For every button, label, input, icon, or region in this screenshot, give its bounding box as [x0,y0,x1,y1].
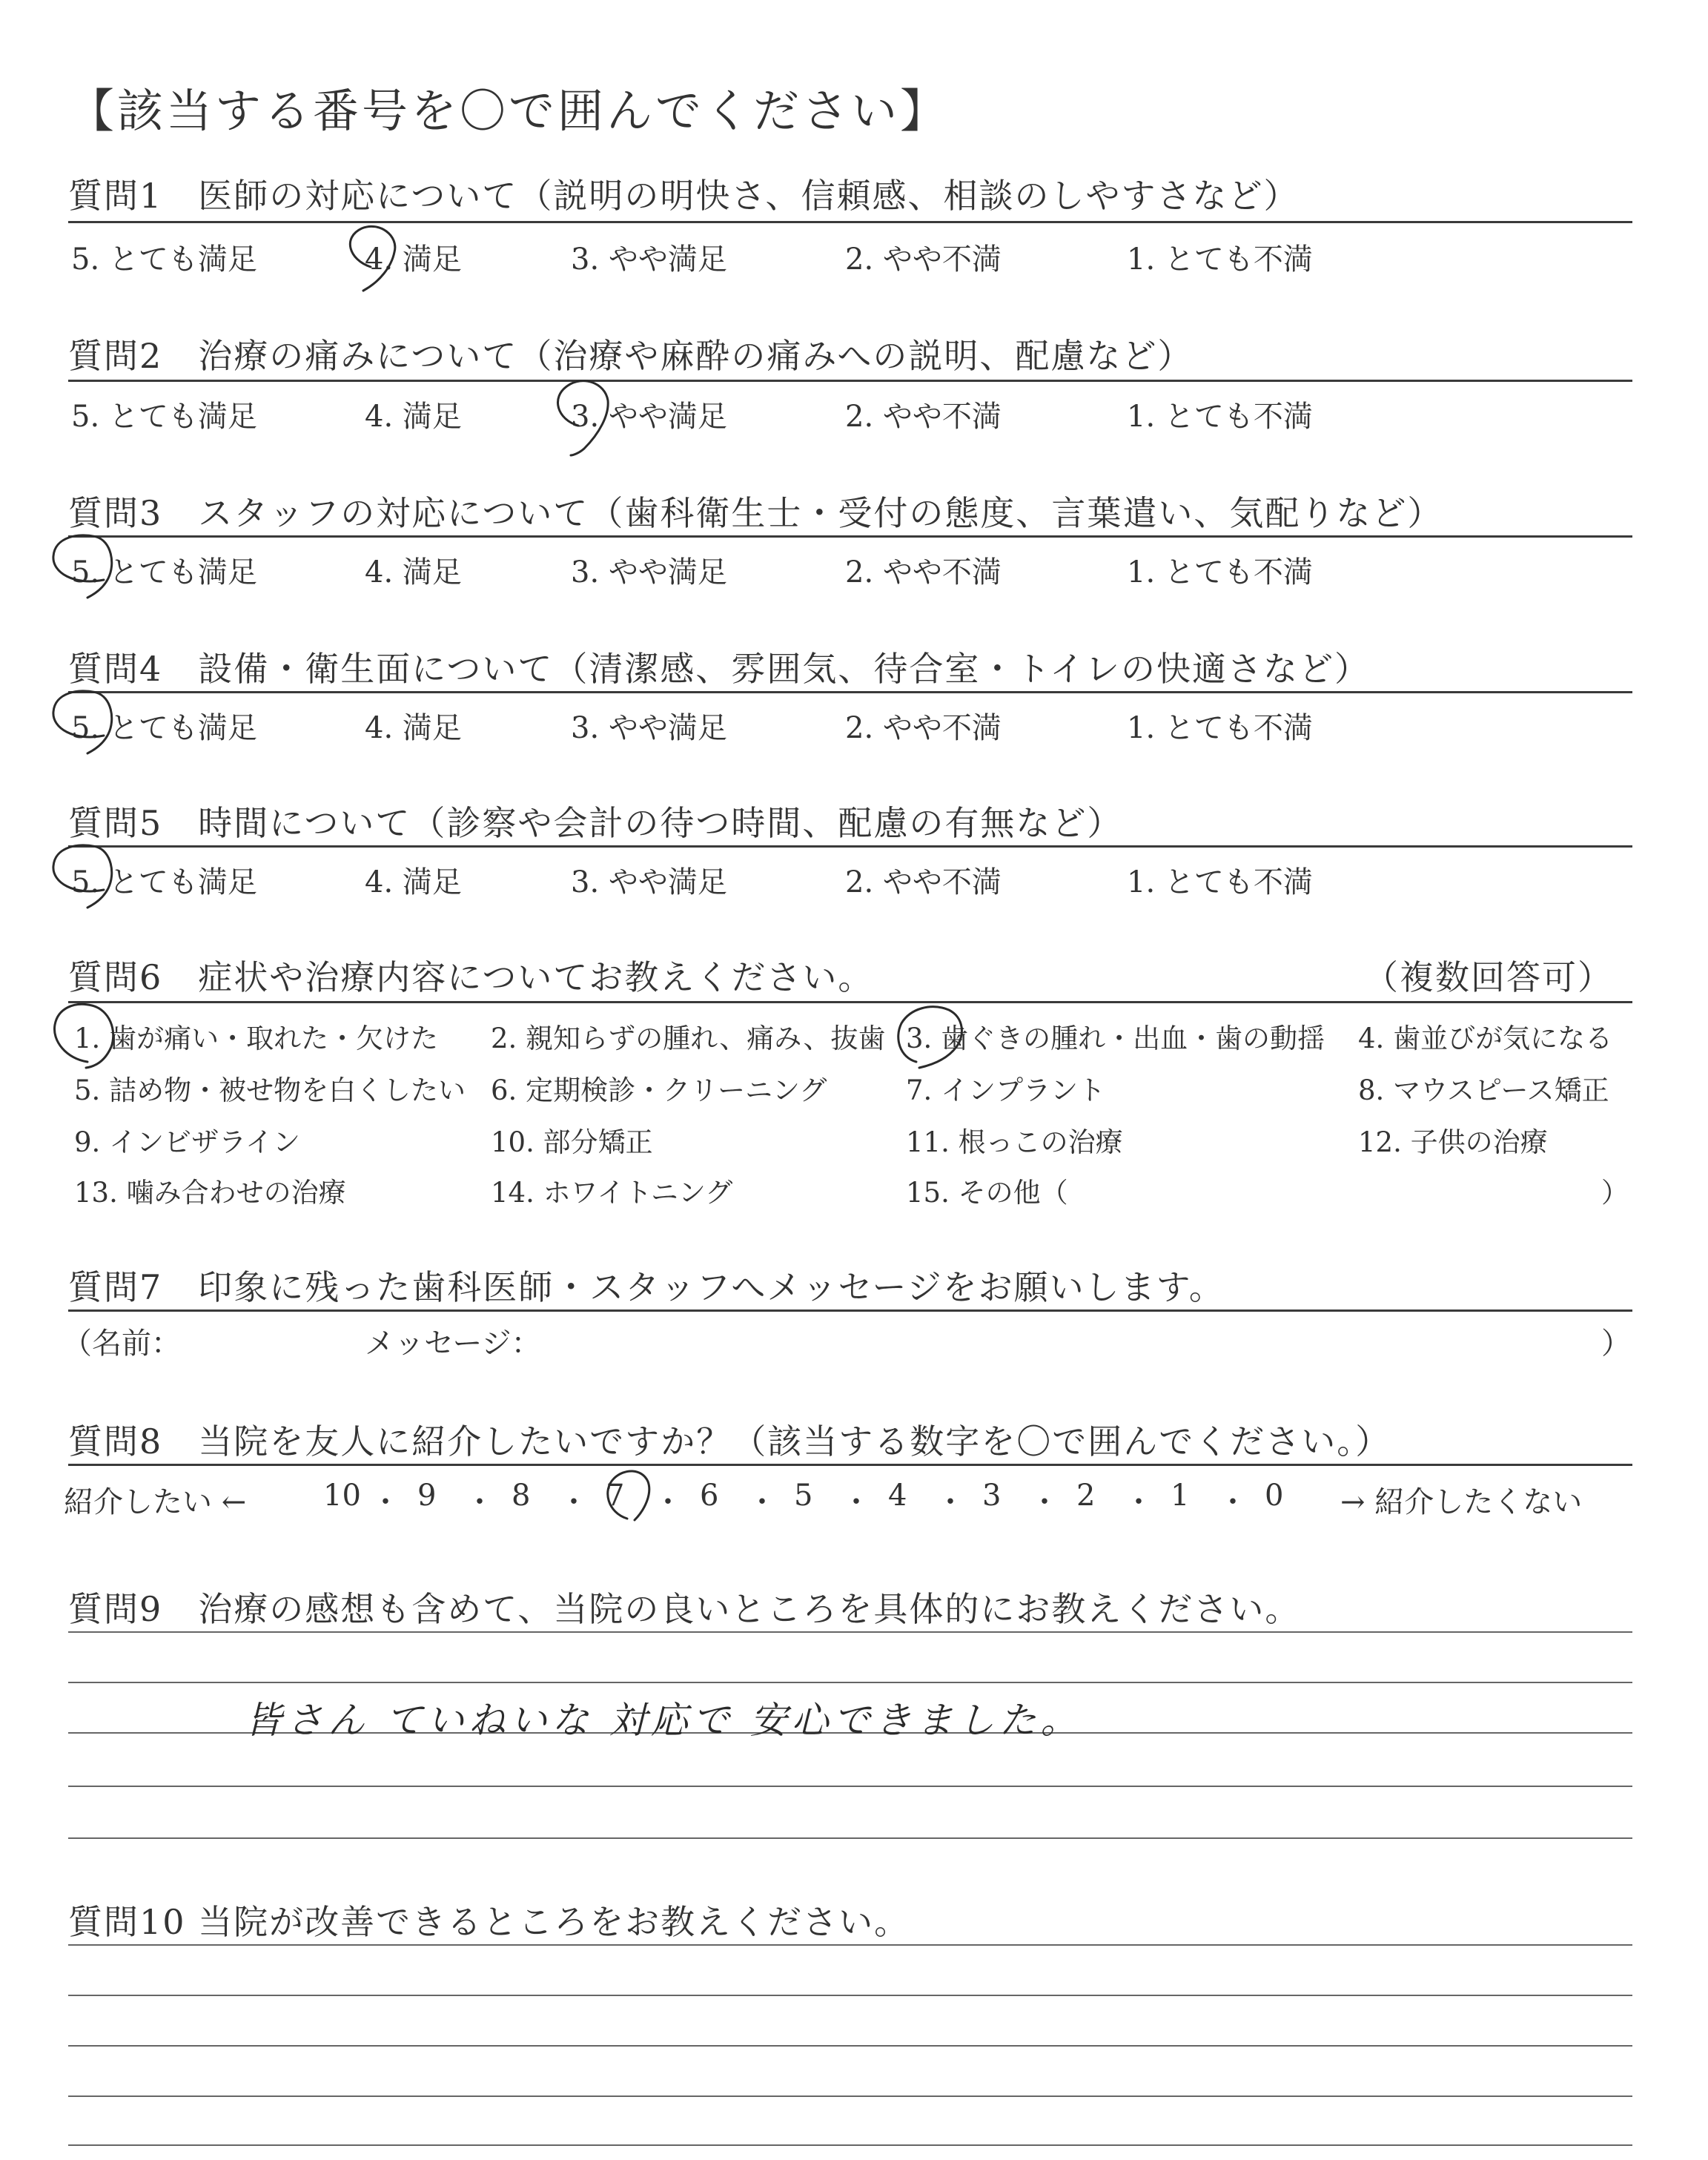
q3-option-1[interactable]: 1. とても不満 [1127,555,1313,589]
q8-scale-2[interactable]: 2 [1076,1479,1096,1513]
q6-option-11[interactable]: 11. 根っこの治療 [906,1126,1123,1158]
q8-scale-4[interactable]: 4 [888,1479,907,1513]
q3-option-4[interactable]: 4. 満足 [365,555,462,589]
q1-option-2[interactable]: 2. やや不満 [845,242,1002,277]
q8-scale-separator: ・ [465,1485,494,1519]
q2-option-2[interactable]: 2. やや不満 [845,400,1002,434]
q8-scale-9[interactable]: 9 [417,1479,437,1513]
q6-other-close: ） [1601,1177,1629,1209]
q8-left-label: 紹介したい ← [64,1485,247,1519]
q6-option-9[interactable]: 9. インビザライン [74,1126,300,1158]
q9-handwritten-answer: 皆さん ていねいな 対応で 安心できました。 [245,1699,1082,1742]
question-5-title: 質問5 時間について（診察や会計の待つ時間、配慮の有無など） [68,803,1123,843]
q8-scale-separator: ・ [371,1485,400,1519]
q2-option-4[interactable]: 4. 満足 [365,400,462,434]
q4-option-5[interactable]: 5. とても満足 [71,711,257,745]
question-10-title: 質問10 当院が改善できるところをお教えください。 [68,1902,910,1942]
q8-scale-10[interactable]: 10 [323,1479,361,1513]
question-6-note: （複数回答可） [1364,957,1613,997]
q8-scale-0[interactable]: 0 [1265,1479,1284,1513]
q8-scale-5[interactable]: 5 [794,1479,813,1513]
q8-scale-separator: ・ [653,1485,683,1519]
q7-name-label: （名前： [62,1327,181,1361]
q2-option-5[interactable]: 5. とても満足 [71,400,257,434]
page-header: 【該当する番号を〇で囲んでください】 [68,84,950,138]
q5-option-5[interactable]: 5. とても満足 [71,865,257,899]
q4-option-1[interactable]: 1. とても不満 [1127,711,1313,745]
q1-option-1[interactable]: 1. とても不満 [1127,242,1313,277]
q3-option-3[interactable]: 3. やや満足 [571,555,727,589]
q6-option-15[interactable]: 15. その他（ [906,1177,1068,1209]
q5-option-4[interactable]: 4. 満足 [365,865,462,899]
q6-option-3[interactable]: 3. 歯ぐきの腫れ・出血・歯の動揺 [906,1023,1325,1054]
q8-scale-1[interactable]: 1 [1171,1479,1190,1513]
q8-scale-8[interactable]: 8 [512,1479,531,1513]
q6-selection-mark-3 [898,1007,962,1068]
q6-option-13[interactable]: 13. 噛み合わせの治療 [74,1177,346,1209]
q6-option-4[interactable]: 4. 歯並びが気になる [1358,1023,1613,1054]
q3-option-5[interactable]: 5. とても満足 [71,555,257,589]
q6-option-8[interactable]: 8. マウスピース矯正 [1358,1074,1609,1106]
q6-option-14[interactable]: 14. ホワイトニング [491,1177,733,1209]
question-8-title: 質問8 当院を友人に紹介したいですか？（該当する数字を〇で囲んでください。） [68,1421,1391,1462]
q5-option-2[interactable]: 2. やや不満 [845,865,1002,899]
question-7-title: 質問7 印象に残った歯科医師・スタッフへメッセージをお願いします。 [68,1267,1225,1307]
q6-option-6[interactable]: 6. 定期検診・クリーニング [491,1074,827,1106]
question-9-title: 質問9 治療の感想も含めて、当院の良いところを具体的にお教えください。 [68,1589,1301,1629]
q8-scale-separator: ・ [1218,1485,1248,1519]
q7-message-label: メッセージ： [365,1327,541,1361]
q5-selection-mark [53,845,112,908]
q1-option-3[interactable]: 3. やや満足 [571,242,727,277]
q5-option-1[interactable]: 1. とても不満 [1127,865,1313,899]
q6-option-2[interactable]: 2. 親知らずの腫れ、痛み、抜歯 [491,1023,886,1054]
q1-option-5[interactable]: 5. とても満足 [71,242,257,277]
q8-scale-separator: ・ [559,1485,589,1519]
question-4-title: 質問4 設備・衛生面について（清潔感、雰囲気、待合室・トイレの快適さなど） [68,649,1371,689]
q8-scale-separator: ・ [841,1485,871,1519]
q6-option-1[interactable]: 1. 歯が痛い・取れた・欠けた [74,1023,439,1054]
q5-option-3[interactable]: 3. やや満足 [571,865,727,899]
q2-selection-mark [557,381,608,455]
q4-option-2[interactable]: 2. やや不満 [845,711,1002,745]
question-3-title: 質問3 スタッフの対応について（歯科衛生士・受付の態度、言葉遣い、気配りなど） [68,493,1443,533]
q8-scale-separator: ・ [1124,1485,1153,1519]
q3-option-2[interactable]: 2. やや不満 [845,555,1002,589]
q4-selection-mark [53,691,112,753]
q3-selection-mark [53,535,112,598]
q8-scale-3[interactable]: 3 [982,1479,1002,1513]
q1-option-4[interactable]: 4. 満足 [365,242,462,277]
q8-scale-separator: ・ [936,1485,965,1519]
q8-scale-separator: ・ [747,1485,777,1519]
q6-selection-mark-1 [54,1004,113,1068]
q1-selection-mark [350,226,395,291]
q8-scale-separator: ・ [1030,1485,1059,1519]
q6-option-10[interactable]: 10. 部分矯正 [491,1126,653,1158]
q2-option-1[interactable]: 1. とても不満 [1127,400,1313,434]
question-6-title: 質問6 症状や治療内容についてお教えください。 [68,957,874,997]
q8-scale-6[interactable]: 6 [700,1479,719,1513]
q2-option-3[interactable]: 3. やや満足 [571,400,727,434]
q8-right-label: → 紹介したくない [1340,1485,1583,1519]
question-1-title: 質問1 医師の対応について（説明の明快さ、信頼感、相談のしやすさなど） [68,176,1300,216]
q8-scale-7[interactable]: 7 [606,1479,625,1513]
question-2-title: 質問2 治療の痛みについて（治療や麻酔の痛みへの説明、配慮など） [68,336,1194,376]
q8-selection-mark [608,1471,649,1520]
q6-option-5[interactable]: 5. 詰め物・被せ物を白くしたい [74,1074,466,1106]
q4-option-4[interactable]: 4. 満足 [365,711,462,745]
q6-option-7[interactable]: 7. インプラント [906,1074,1106,1106]
q7-close: ） [1601,1327,1631,1361]
q4-option-3[interactable]: 3. やや満足 [571,711,727,745]
q6-option-12[interactable]: 12. 子供の治療 [1358,1126,1548,1158]
